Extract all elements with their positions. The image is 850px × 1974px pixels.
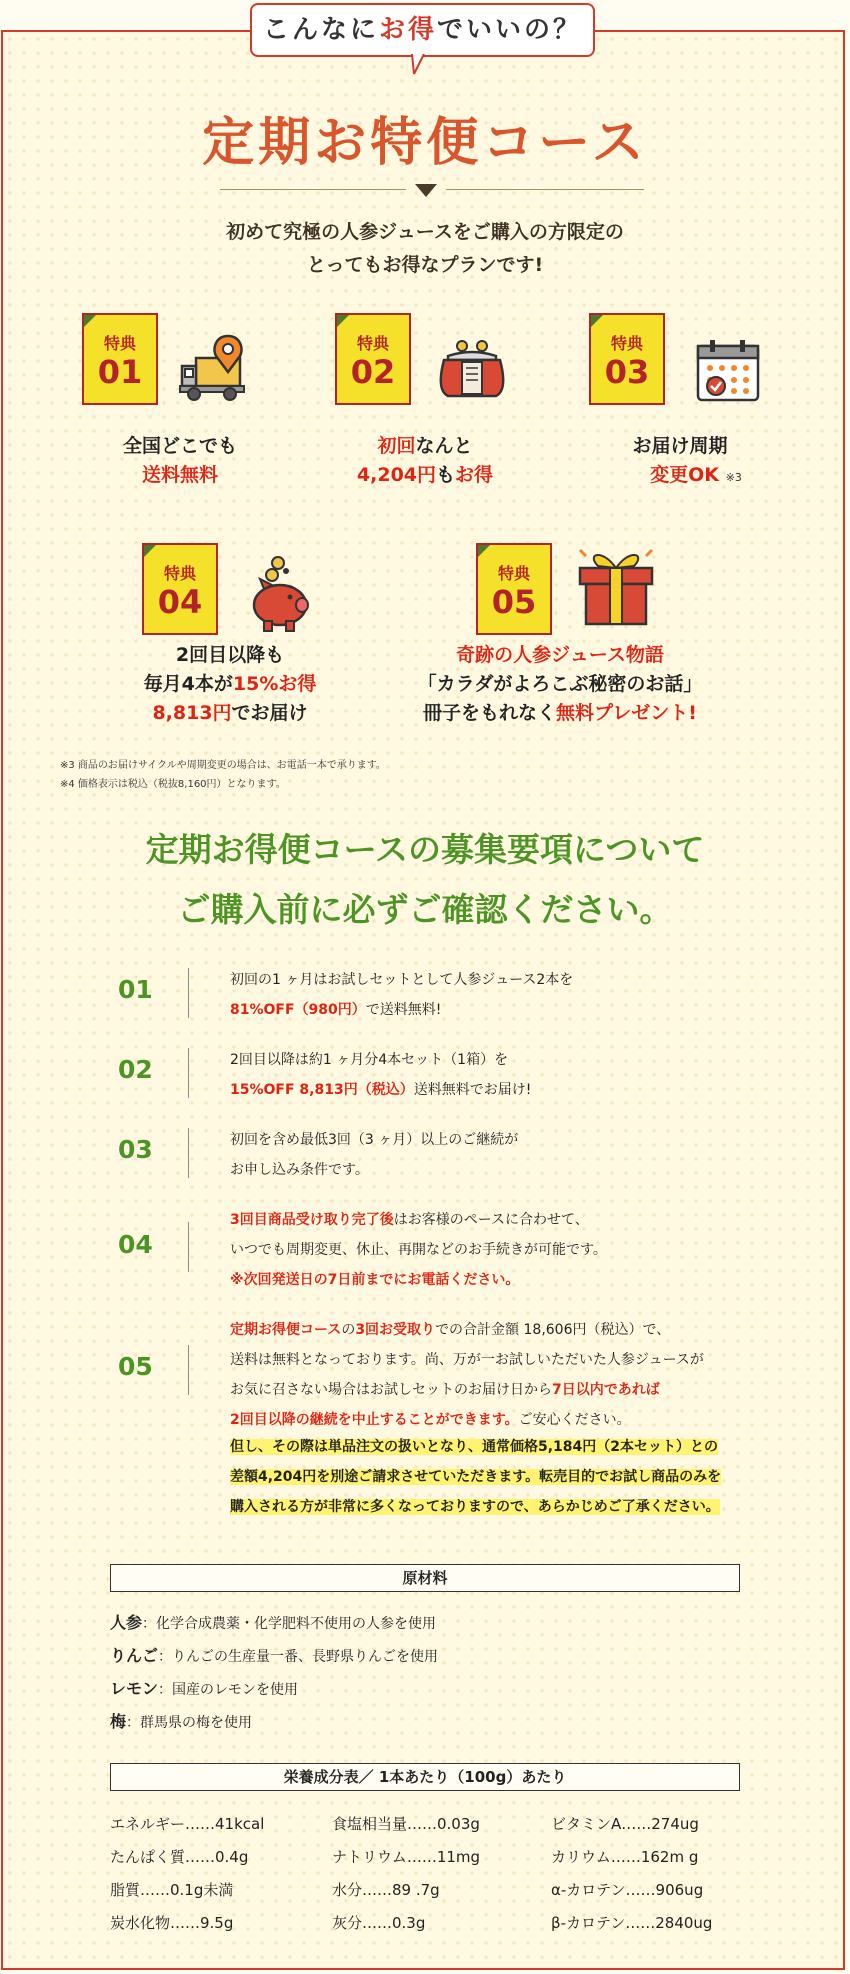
requirement-divider [188, 1222, 189, 1272]
requirement-05-total: での合計金額 18,606円（税込）で、 [435, 1322, 671, 1338]
notice-line3-text: 購入される方が非常に多くなっておりますので、あらかじめご了承ください。 [230, 1499, 720, 1515]
requirement-05-text: お気に召さない場合はお試しセットのお届け日から [230, 1382, 552, 1398]
ingredient-carrot [110, 1607, 438, 1640]
ingredient-desc: ：化学合成農薬・化学肥料不使用の人参を使用 [142, 1616, 437, 1632]
ingredients-title: 原材料 [110, 1564, 740, 1592]
benefit-02-line2 [320, 461, 530, 490]
badge-corner [476, 543, 492, 559]
benefit-05-present: 無料プレゼント! [556, 702, 697, 724]
notice-line3 [230, 1492, 760, 1522]
nutrition-sodium: ナトリウム……11mg [332, 1848, 481, 1866]
benefit-text-04 [110, 641, 350, 728]
section-title-line2: ご購入前に必ずご確認ください。 [177, 890, 673, 929]
badge-label: 特典 [103, 334, 136, 353]
requirement-04-line2: いつでも周期変更、休止、再開などのお手続きが可能です。 [230, 1242, 607, 1258]
nutrition-energy: エネルギー……41kcal [110, 1815, 265, 1833]
benefit-text-05 [380, 641, 740, 728]
requirement-05-line1 [230, 1315, 790, 1345]
ingredient-name: 人参 [110, 1613, 143, 1632]
badge-corner [142, 543, 158, 559]
badge-number: 02 [350, 353, 396, 391]
intro-text [0, 216, 850, 282]
nutrition-column-2 [332, 1808, 480, 1940]
nutrition-salt: 食塩相当量……0.03g [332, 1815, 480, 1833]
requirement-number: 05 [118, 1352, 153, 1381]
page-title: 定期お特便コース [202, 112, 648, 173]
requirement-04-line1 [230, 1205, 790, 1235]
ingredient-plum [110, 1706, 438, 1739]
requirement-02-highlight: 15%OFF 8,813円（税込） [230, 1082, 414, 1098]
nutrition-column-1 [110, 1808, 264, 1940]
benefit-04-text: 毎月4本が [143, 673, 233, 695]
benefit-01-line1: 全国どこでも [122, 435, 237, 457]
benefit-04-discount: 15%お得 [232, 673, 317, 695]
nutrition-fat: 脂質……0.1g未満 [110, 1881, 234, 1899]
benefit-badge-03 [589, 313, 665, 405]
section-title [0, 820, 850, 940]
benefit-02-text: なんと [415, 435, 473, 457]
badge-number: 03 [604, 353, 650, 391]
benefit-05-line3 [380, 699, 740, 728]
ingredients-list [110, 1607, 438, 1739]
nutrition-potassium: カリウム……162m g [551, 1848, 699, 1866]
badge-corner [589, 313, 605, 329]
footnotes [60, 756, 386, 794]
notice-line1-text: 但し、その際は単品注文の扱いとなり、通常価格5,184円（2本セット）との [230, 1439, 719, 1455]
requirement-number: 03 [118, 1135, 153, 1164]
benefit-text-01 [80, 432, 280, 490]
badge-number: 05 [491, 583, 537, 621]
benefit-05-line1: 奇跡の人参ジュース物語 [456, 644, 664, 666]
requirement-05-particle: の [341, 1322, 356, 1338]
requirement-05-line4 [230, 1405, 790, 1435]
benefit-text-02 [320, 432, 530, 490]
requirement-05-reassure: ご安心ください。 [518, 1412, 631, 1428]
requirement-number: 04 [118, 1230, 153, 1259]
requirement-divider [188, 968, 189, 1018]
requirement-divider [188, 1048, 189, 1098]
notice-line2-text: 差額4,204円を別途ご請求させていただきます。転売目的でお試し商品のみを [230, 1469, 722, 1485]
footnote-3: ※3 商品のお届けサイクルや周期変更の場合は、お電話一本で承ります。 [60, 760, 386, 771]
ingredient-apple [110, 1640, 438, 1673]
requirement-01-line2 [230, 995, 790, 1025]
benefit-02-price: 4,204円 [356, 464, 437, 486]
benefit-badge-02 [335, 313, 411, 405]
banner-tag [250, 3, 595, 57]
title-rule-left [220, 189, 406, 190]
requirement-05-days: 7日以内であれば [552, 1382, 660, 1398]
requirement-04-highlight: 3回目商品受け取り完了後 [230, 1212, 394, 1228]
benefit-02-particle: も [436, 464, 456, 486]
title-rule-right [446, 189, 644, 190]
title-arrow-icon [415, 184, 437, 197]
requirement-01-highlight: 81%OFF（980円） [230, 1002, 366, 1018]
badge-number: 01 [97, 353, 143, 391]
benefit-02-highlight: 初回 [377, 435, 416, 457]
section-title-line1: 定期お得便コースの募集要項について [145, 830, 705, 869]
nutrition-protein: たんぱく質……0.4g [110, 1848, 249, 1866]
requirement-divider [188, 1128, 189, 1178]
requirement-05-line3 [230, 1375, 790, 1405]
benefit-03-change-ok: 変更OK [650, 464, 720, 486]
badge-number: 04 [157, 583, 203, 621]
banner-highlight: お得 [378, 15, 437, 45]
footnote-4: ※4 価格表示は税込（税抜8,160円）となります。 [60, 779, 286, 790]
requirement-05-line2: 送料は無料となっております。尚、万が一お試しいただいた人参ジュースが [230, 1352, 704, 1368]
requirement-02-rest: 送料無料でお届け! [413, 1082, 532, 1098]
requirement-05-text [230, 1315, 790, 1435]
benefit-04-price: 8,813円 [152, 702, 232, 724]
banner-prefix: こんなに [262, 15, 379, 45]
benefit-04-delivery: でお届け [231, 702, 308, 724]
benefit-text-03 [570, 432, 790, 492]
requirement-01-text [230, 965, 790, 1025]
nutrition-column-3 [551, 1808, 712, 1940]
benefit-04-line2 [110, 670, 350, 699]
requirement-03-line2: お申し込み条件です。 [230, 1162, 369, 1178]
truck-location-icon [178, 332, 262, 404]
requirement-05-cancel: 2回目以降の継続を中止することができます。 [230, 1412, 519, 1428]
requirement-01-rest: で送料無料! [365, 1002, 442, 1018]
coin-purse-icon [432, 338, 512, 400]
requirement-02-text [230, 1045, 790, 1105]
ingredient-name: レモン [110, 1679, 159, 1698]
benefit-04-line3 [110, 699, 350, 728]
banner-suffix: でいいの？ [437, 15, 583, 45]
gift-icon [572, 544, 660, 630]
benefit-03-note: ※3 [725, 471, 742, 484]
tag-pointer-icon [408, 54, 428, 76]
requirement-04-rest: はお客様のペースに合わせて、 [393, 1212, 589, 1228]
intro-line-2: とってもお得なプランです! [306, 254, 544, 276]
benefit-05-line2: 「カラダがよろこぶ秘密のお話」 [417, 673, 703, 695]
requirement-04-text [230, 1205, 790, 1295]
badge-label: 特典 [163, 564, 196, 583]
benefit-01-line2: 送料無料 [141, 464, 218, 486]
badge-corner [335, 313, 351, 329]
nutrition-vitamin-a: ビタミンA……274ug [551, 1815, 699, 1833]
benefit-02-line1 [320, 432, 530, 461]
requirement-number: 01 [118, 975, 153, 1004]
calendar-icon [694, 338, 764, 404]
benefit-badge-01 [82, 313, 158, 405]
ingredient-name: りんご [110, 1646, 159, 1665]
nutrition-beta-carotene: β-カロテン……2840ug [551, 1914, 713, 1932]
requirement-02-line2 [230, 1075, 790, 1105]
ingredient-desc: ：国産のレモンを使用 [158, 1682, 299, 1698]
nutrition-ash: 灰分……0.3g [332, 1914, 426, 1932]
requirement-divider [188, 1345, 189, 1395]
nutrition-water: 水分……89 .7g [332, 1881, 440, 1899]
notice-line2 [230, 1462, 760, 1492]
requirement-05-course: 定期お得便コース [230, 1322, 342, 1338]
piggy-bank-icon [246, 553, 316, 635]
benefit-04-line1: 2回目以降も [175, 644, 285, 666]
notice-line1 [230, 1432, 760, 1462]
ingredient-name: 梅 [110, 1712, 127, 1731]
requirement-03-text [230, 1125, 790, 1185]
benefit-badge-04 [142, 543, 218, 635]
requirement-01-line1: 初回の1 ヶ月はお試しセットとして人参ジュース2本を [230, 972, 574, 988]
benefit-05-text: 冊子をもれなく [423, 702, 557, 724]
ingredient-lemon [110, 1673, 438, 1706]
badge-label: 特典 [610, 334, 643, 353]
benefit-03-line2 [570, 461, 790, 492]
benefit-03-line1: お届け周期 [632, 435, 728, 457]
requirement-04-warning: ※次回発送日の7日前までにお電話ください。 [230, 1272, 520, 1288]
ingredient-desc: ：りんごの生産量一番、長野県りんごを使用 [158, 1649, 439, 1665]
nutrition-alpha-carotene: α-カロテン……906ug [551, 1881, 704, 1899]
notice-block [230, 1432, 760, 1522]
badge-corner [82, 313, 98, 329]
badge-label: 特典 [497, 564, 530, 583]
requirement-number: 02 [118, 1055, 153, 1084]
requirement-02-line1: 2回目以降は約1 ヶ月分4本セット（1箱）を [230, 1052, 509, 1068]
nutrition-carbohydrate: 炭水化物……9.5g [110, 1914, 234, 1932]
requirement-03-line1: 初回を含め最低3回（3 ヶ月）以上のご継続が [230, 1132, 519, 1148]
nutrition-title: 栄養成分表／ 1本あたり（100g）あたり [110, 1763, 740, 1791]
benefit-02-otoku: お得 [455, 464, 494, 486]
requirement-05-receipt: 3回お受取り [355, 1322, 436, 1338]
intro-line-1: 初めて究極の人参ジュースをご購入の方限定の [226, 221, 624, 243]
benefit-badge-05 [476, 543, 552, 635]
ingredient-desc: ：群馬県の梅を使用 [126, 1715, 253, 1731]
badge-label: 特典 [356, 334, 389, 353]
